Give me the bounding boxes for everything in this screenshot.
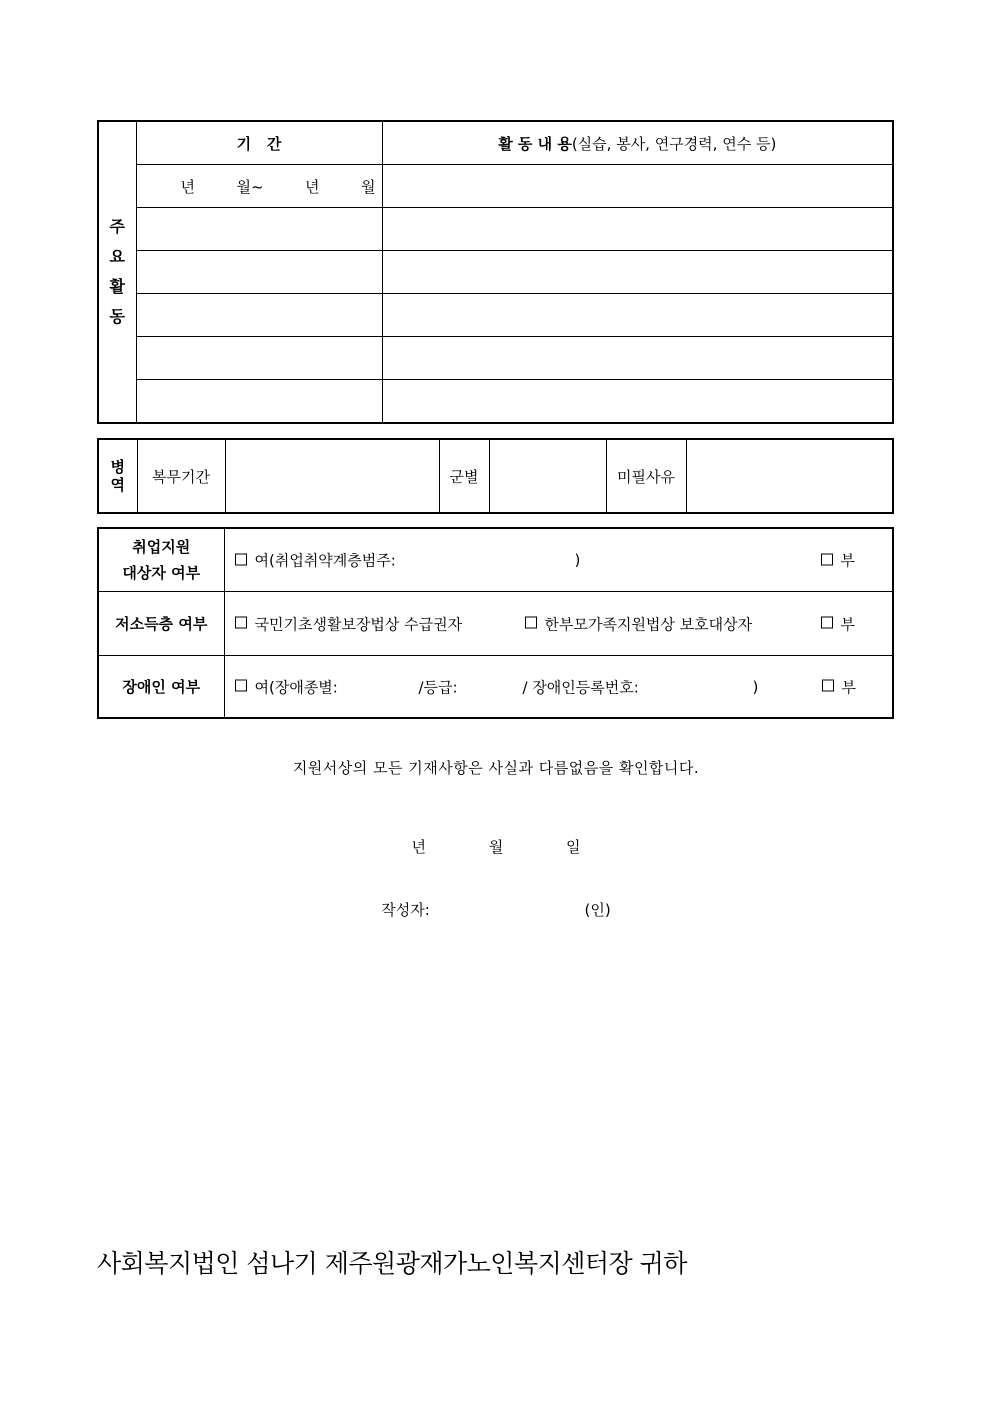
period-cell[interactable]: [136, 294, 382, 337]
period-cell[interactable]: [136, 337, 382, 380]
period-cell[interactable]: [136, 208, 382, 251]
military-label: 병 역: [98, 439, 137, 513]
period-header: 기 간: [136, 121, 382, 165]
checkbox-icon[interactable]: [525, 617, 537, 629]
seal-mark[interactable]: (인): [584, 901, 611, 919]
period-cell[interactable]: [136, 251, 382, 294]
date-line: [0, 836, 992, 857]
checkbox-icon[interactable]: [235, 617, 247, 629]
writer-line: [0, 899, 992, 920]
single-parent-option[interactable]: 한부모가족지원법상 보호대상자: [525, 613, 753, 634]
activities-table: [97, 120, 894, 424]
basic-livelihood-option[interactable]: 국민기초생활보장법상 수급권자: [235, 613, 463, 634]
period-cell[interactable]: 년 월~ 년 월: [136, 165, 382, 208]
checkbox-icon[interactable]: [235, 680, 247, 692]
disability-head: 장애인 여부: [98, 656, 224, 719]
military-table: [97, 438, 894, 514]
service-period-field[interactable]: [225, 439, 439, 513]
content-cell[interactable]: [382, 337, 893, 380]
date-month[interactable]: 월: [488, 838, 504, 856]
disability-options: 여(장애종별: /등급: / 장애인등록번호: ) 부: [224, 656, 893, 719]
eligibility-table: [97, 527, 894, 719]
employment-support-options: 여(취업취약계층범주: ) 부: [224, 528, 893, 592]
confirmation-statement: 지원서상의 모든 기재사항은 사실과 다름없음을 확인합니다.: [292, 759, 700, 777]
content-cell[interactable]: [382, 294, 893, 337]
checkbox-icon[interactable]: [821, 553, 833, 565]
content-cell[interactable]: [382, 380, 893, 423]
employment-no-option[interactable]: 부: [821, 550, 856, 571]
writer-label: 작성자:: [381, 901, 430, 919]
exemption-field[interactable]: [686, 439, 893, 513]
employment-support-head: 취업지원 대상자 여부: [98, 528, 224, 592]
low-income-options: [224, 592, 893, 656]
content-cell[interactable]: [382, 208, 893, 251]
exemption-label: 미필사유: [606, 439, 686, 513]
checkbox-icon[interactable]: [822, 680, 834, 692]
disability-yes-option[interactable]: 여(장애종별:: [235, 676, 338, 697]
date-year[interactable]: 년: [411, 838, 426, 856]
checkbox-icon[interactable]: [235, 553, 247, 565]
period-cell[interactable]: [136, 380, 382, 423]
content-cell[interactable]: [382, 165, 893, 208]
branch-field[interactable]: [489, 439, 606, 513]
content-cell[interactable]: [382, 251, 893, 294]
content-header: 활 동 내 용(실습, 봉사, 연구경력, 연수 등): [382, 121, 893, 165]
branch-label: 군별: [439, 439, 489, 513]
addressee: 사회복지법인 섬나기 제주원광재가노인복지센터장 귀하: [97, 1249, 687, 1278]
low-income-no-option[interactable]: 부: [821, 613, 856, 634]
low-income-head: 저소득층 여부: [98, 592, 224, 656]
service-period-label: 복무기간: [137, 439, 225, 513]
checkbox-icon[interactable]: [821, 617, 833, 629]
activities-section-label: 주 요 활 동: [98, 121, 136, 423]
disability-no-option[interactable]: 부: [822, 676, 857, 697]
date-day[interactable]: 일: [566, 838, 581, 856]
employment-yes-option[interactable]: 여(취업취약계층범주:: [235, 550, 396, 571]
